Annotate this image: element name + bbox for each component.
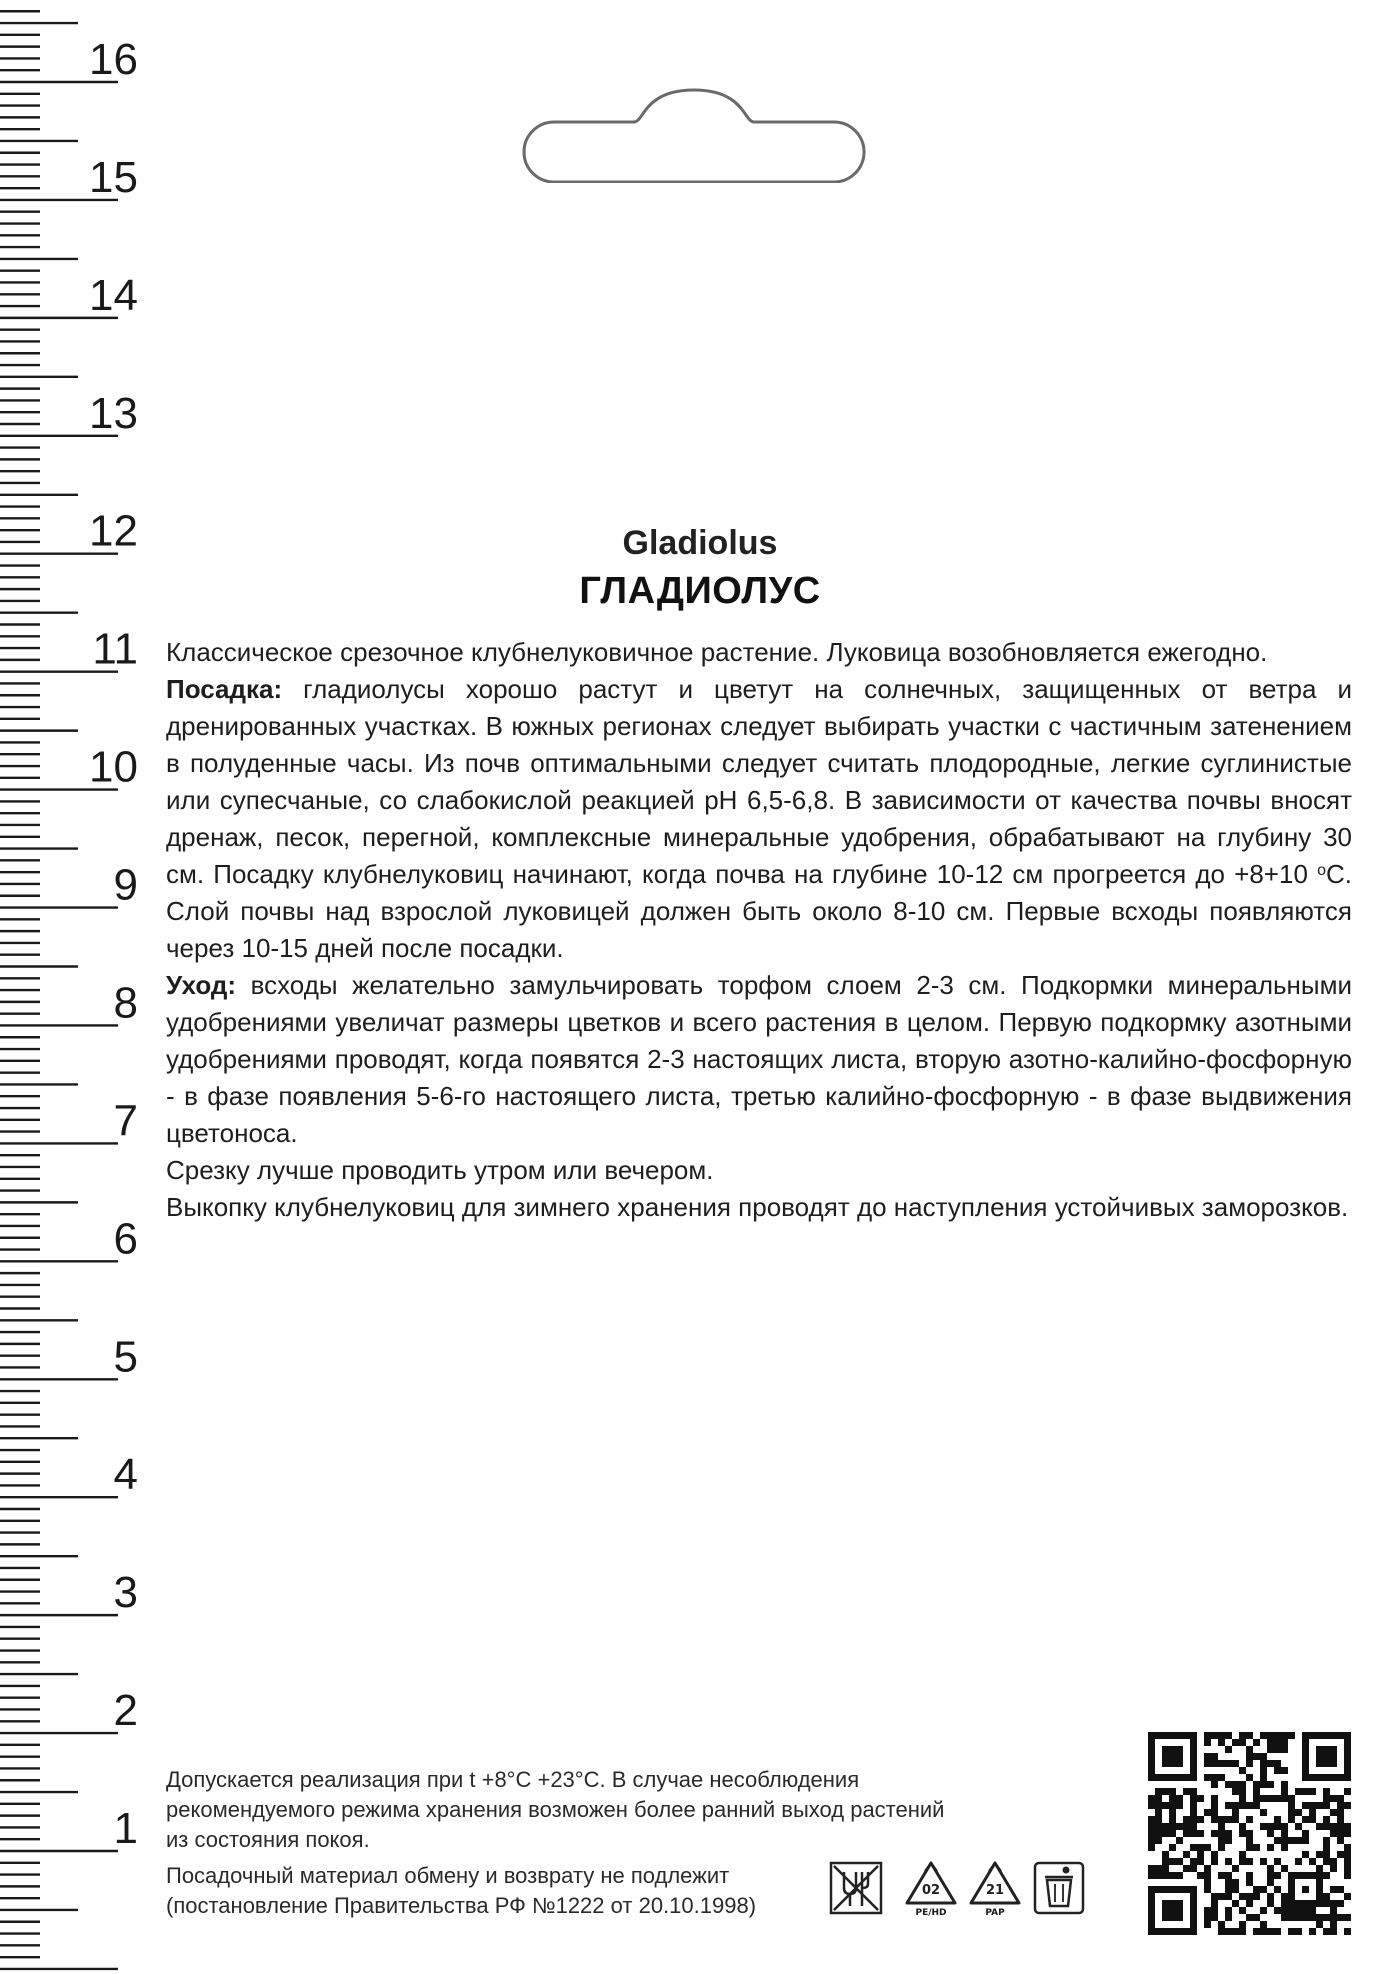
storage-line-1: Допускается реализация при t +8°С +23°С. В случае несоблюдения	[166, 1767, 860, 1792]
intro-text: Классическое срезочное клубнелуковичное растение. Луковица возобновляется ежегодно.	[166, 637, 1268, 667]
ruler-label: 6	[113, 1214, 138, 1264]
digging-paragraph	[166, 1189, 1352, 1226]
degree-sign: о	[1317, 862, 1326, 879]
ruler-label: 8	[113, 978, 138, 1028]
ruler-label: 16	[89, 35, 138, 84]
trash-bin-icon	[1032, 1860, 1086, 1916]
ruler-label: 2	[113, 1686, 138, 1736]
planting-text-1: гладиолусы хорошо растут и цветут на солнечных, защищенных от ветра и дренированных участках. В южных регионах следует выбирать участки с частичным затенением в полуденные часы. Из почв оптимальными следует считать плодородные, легкие суглинистые или супесчаные, со слабокислой реакцией pH 6,5-6,8. В зависимости от качества почвы вносят дренаж, песок, перегной, комплексные минеральные удобрения, обрабатывают на глубину 30 см. Посадку клубнелуковиц начинают, когда почва на глубине 10-12 см прогреется до +8+10	[166, 674, 1352, 889]
ruler-label: 13	[89, 388, 138, 438]
planting-label: Посадка:	[166, 674, 283, 704]
recycle-1-label: PE/HD	[915, 1908, 947, 1918]
cutting-paragraph	[166, 1152, 1352, 1189]
ruler-label: 7	[113, 1096, 138, 1146]
care-label: Уход:	[166, 970, 237, 1000]
planting-text-2: С. Слой почвы над взрослой луковицей должен быть около 8-10 см. Первые всходы появляются через 10-15 дней после посадки.	[166, 859, 1352, 963]
ruler-label: 10	[89, 742, 138, 792]
qr-code-icon	[1148, 1732, 1351, 1935]
ruler-label: 9	[113, 860, 138, 910]
ruler	[0, 0, 160, 1974]
ruler-label: 14	[89, 270, 138, 320]
ruler-label: 3	[113, 1568, 138, 1618]
ruler-label: 4	[113, 1450, 138, 1500]
title-block	[160, 520, 1240, 616]
recycle-pe-hd-icon	[904, 1860, 958, 1906]
russian-name: ГЛАДИОЛУС	[579, 570, 821, 612]
intro-paragraph	[166, 634, 1352, 671]
hanger-hole-icon	[514, 88, 874, 183]
recycle-pap-icon	[968, 1860, 1022, 1906]
ruler-label: 5	[113, 1332, 138, 1382]
ruler-label: 15	[89, 152, 138, 202]
description	[166, 634, 1352, 1226]
not-for-food-icon	[828, 1860, 884, 1916]
recycle-2-code: 21	[985, 1883, 1005, 1898]
ruler-label: 11	[92, 624, 138, 674]
care-paragraph	[166, 967, 1352, 1152]
ruler-label: 1	[113, 1804, 138, 1853]
storage-line-3: из состояния покоя.	[166, 1827, 370, 1852]
storage-line-2: рекомендуемого режима хранения возможен более ранний выход растений	[166, 1797, 945, 1822]
storage-notice	[166, 1765, 1026, 1855]
latin-name: Gladiolus	[622, 524, 778, 562]
return-line-1: Посадочный материал обмену и возврату не подлежит	[166, 1863, 730, 1888]
digging-text: Выкопку клубнелуковиц для зимнего хранения проводят до наступления устойчивых заморозков.	[166, 1192, 1349, 1222]
return-notice	[166, 1861, 1026, 1921]
return-line-2: (постановление Правительства РФ №1222 от 20.10.1998)	[166, 1893, 757, 1918]
care-text: всходы желательно замульчировать торфом слоем 2-3 см. Подкормки минеральными удобрениями увеличат размеры цветков и всего растения в целом. Первую подкормку азотными удобрениями проводят, когда появятся 2-3 настоящих листа, вторую азотно-калийно-фосфорную - в фазе появления 5-6-го настоящего листа, третью калийно-фосфорную - в фазе выдвижения цветоноса.	[166, 970, 1352, 1148]
recycle-2-label: PAP	[985, 1908, 1005, 1918]
ruler-label: 12	[89, 506, 138, 556]
recycle-1-code: 02	[921, 1883, 941, 1898]
planting-paragraph	[166, 671, 1352, 967]
cutting-text: Срезку лучше проводить утром или вечером.	[166, 1155, 714, 1185]
